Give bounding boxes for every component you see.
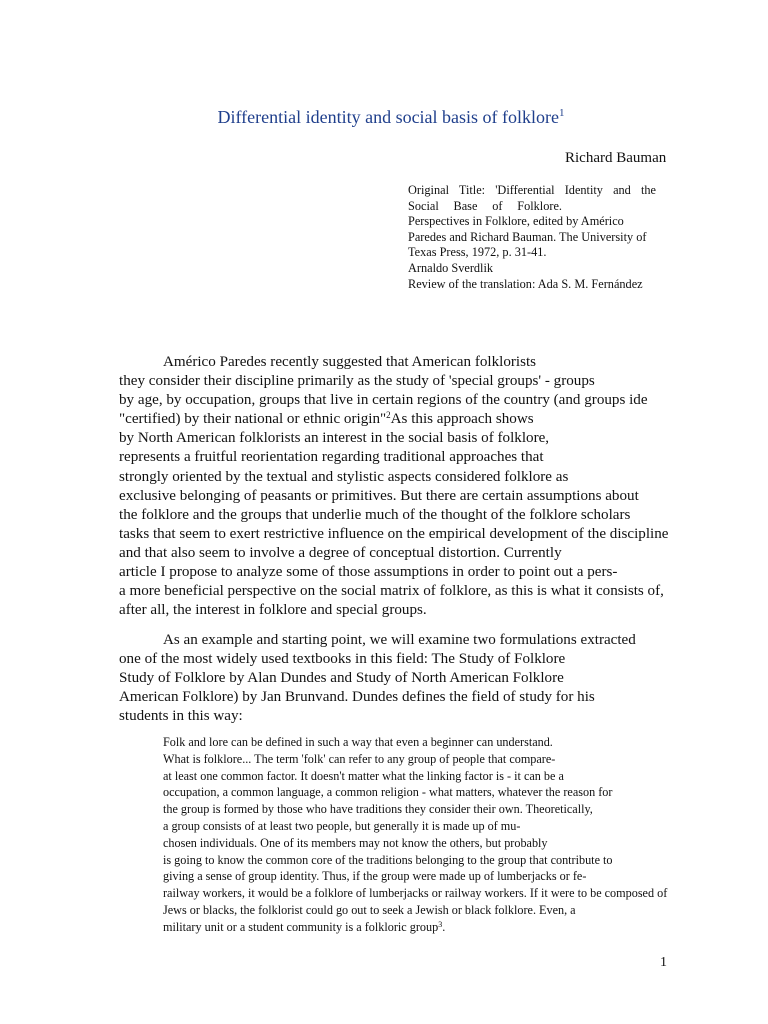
quote-line: railway workers, it would be a folklore of lumberjacks or railway workers. If it were to be composed of <box>163 886 668 901</box>
paragraph-line: tasks that seem to exert restrictive influence on the empirical development of the discipline <box>119 525 669 542</box>
quote-text: . <box>442 919 446 934</box>
paragraph-line: a more beneficial perspective on the social matrix of folklore, as this is what it consists of, <box>119 583 664 600</box>
meta-line: Social Base of Folklore. <box>408 198 562 213</box>
quote-line: Jews or blacks, the folklorist could go out to seek a Jewish or black folklore. Even, a <box>163 902 576 917</box>
meta-line: Review of the translation: Ada S. M. Fernández <box>408 276 643 291</box>
footnote-marker[interactable]: 3 <box>438 919 443 929</box>
paragraph-line: represents a fruitful reorientation regarding traditional approaches that <box>119 449 544 466</box>
meta-line: Original Title: 'Differential Identity and the <box>408 183 656 197</box>
block-quote <box>163 734 683 936</box>
quote-line: chosen individuals. One of its members may not know the others, but probably <box>163 835 548 850</box>
page-number: 1 <box>660 955 667 970</box>
document-title <box>0 107 768 128</box>
paragraph-2 <box>119 631 691 726</box>
quote-line: Folk and lore can be defined in such a way that even a beginner can understand. <box>163 735 553 749</box>
quote-line: at least one common factor. It doesn't matter what the linking factor is - it can be a <box>163 768 564 783</box>
quote-text: military unit or a student community is a folkloric group <box>163 919 439 934</box>
quote-line: is going to know the common core of the traditions belonging to the group that contribute to <box>163 852 613 867</box>
meta-line: Perspectives in Folklore, edited by Américo <box>408 214 624 229</box>
paragraph-line <box>119 410 691 429</box>
paragraph-line: strongly oriented by the textual and stylistic aspects considered folklore as <box>119 468 569 485</box>
meta-line: Texas Press, 1972, p. 31-41. <box>408 245 547 260</box>
paragraph-line: exclusive belonging of peasants or primitives. But there are certain assumptions about <box>119 487 639 504</box>
footnote-marker[interactable]: 2 <box>386 410 391 421</box>
paragraph-line: they consider their discipline primarily as the study of 'special groups' - groups <box>119 373 595 390</box>
quote-line: occupation, a common language, a common religion - what matters, whatever the reason for <box>163 785 613 800</box>
quote-line: a group consists of at least two people, but generally it is made up of mu- <box>163 818 521 833</box>
paragraph-line: Study of Folklore by Alan Dundes and Study of North American Folklore <box>119 670 564 687</box>
paragraph-line: As an example and starting point, we will examine two formulations extracted <box>163 632 636 648</box>
paragraph-text: As this approach shows <box>390 411 534 428</box>
paragraph-line: after all, the interest in folklore and special groups. <box>119 602 427 619</box>
paragraph-line: students in this way: <box>119 708 243 725</box>
title-text: Differential identity and social basis of folklore <box>217 107 560 127</box>
quote-line: What is folklore... The term 'folk' can refer to any group of people that compare- <box>163 751 556 766</box>
author-name: Richard Bauman <box>565 150 667 166</box>
quote-line <box>163 919 683 936</box>
meta-line: Paredes and Richard Bauman. The University of <box>408 229 647 244</box>
paragraph-line: one of the most widely used textbooks in this field: The Study of Folklore <box>119 651 566 668</box>
paragraph-line: by age, by occupation, groups that live in certain regions of the country (and groups ide <box>119 392 648 409</box>
paragraph-line: and that also seem to involve a degree of conceptual distortion. Currently <box>119 544 562 561</box>
quote-line: giving a sense of group identity. Thus, if the group were made up of lumberjacks or fe- <box>163 869 587 884</box>
original-title-metadata <box>408 183 688 292</box>
paragraph-line: Américo Paredes recently suggested that American folklorists <box>163 354 537 370</box>
paragraph-1 <box>119 353 691 620</box>
quote-line: the group is formed by those who have traditions they consider their own. Theoretically, <box>163 802 593 817</box>
meta-line: Arnaldo Sverdlik <box>408 260 494 275</box>
paragraph-line: article I propose to analyze some of those assumptions in order to point out a pers- <box>119 564 618 581</box>
paragraph-line: by North American folklorists an interest in the social basis of folklore, <box>119 430 550 447</box>
paragraph-line: American Folklore) by Jan Brunvand. Dundes defines the field of study for his <box>119 689 595 706</box>
paragraph-text: "certified) by their national or ethnic origin" <box>119 411 387 428</box>
title-footnote-marker[interactable]: 1 <box>559 107 565 119</box>
paragraph-line: the folklore and the groups that underlie much of the thought of the folklore scholars <box>119 506 631 523</box>
